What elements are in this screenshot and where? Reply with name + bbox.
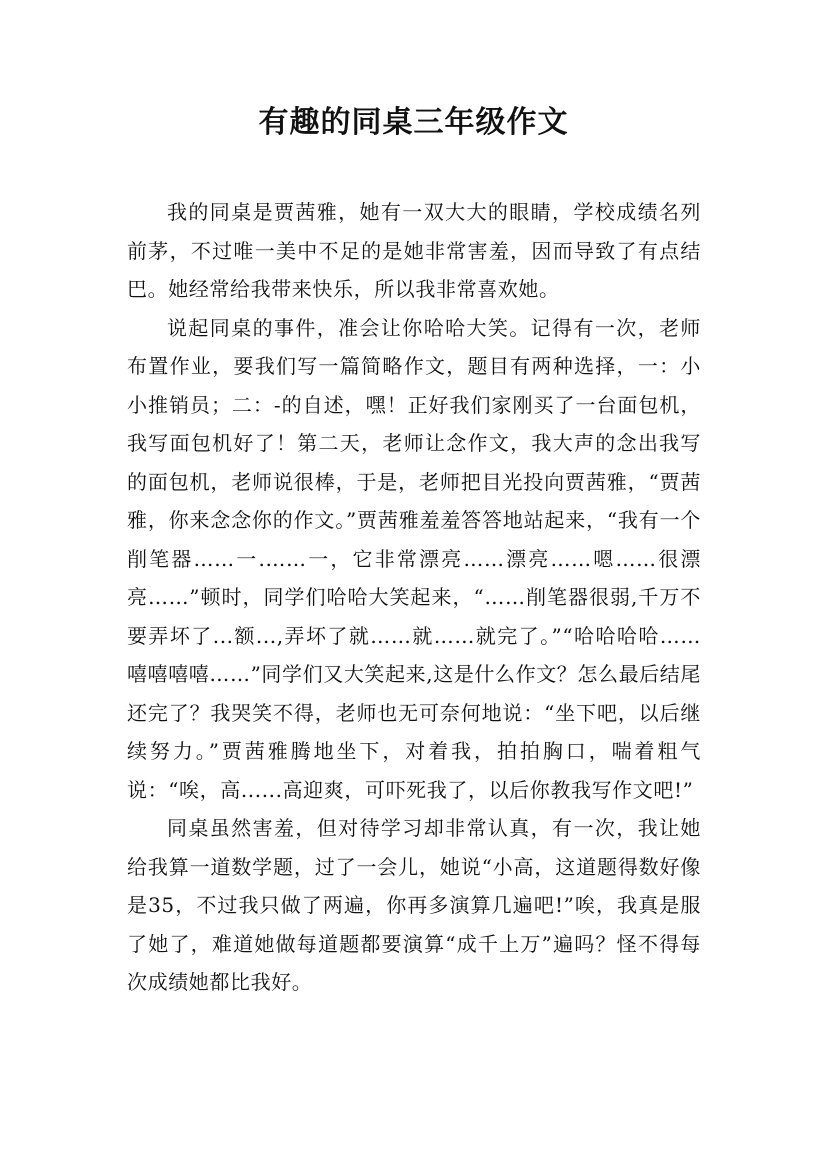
document-title: 有趣的同桌三年级作文 — [258, 105, 569, 140]
paragraph-2: 说起同桌的事件，准会让你哈哈大笑。记得有一次，老师布置作业，要我们写一篇简略作文，题目有两种选择，一：小小推销员；二：-的自述，嘿！正好我们家刚买了一台面包机，我写面包机好了！第二天，老师让念作文，我大声的念出我写的面包机，老师说很棒，于是，老师把目光投向贾茜雅，“贾茜雅，你来念念你的作文。”贾茜雅羞羞答答地站起来，“我有一个削笔器……一.……一，它非常漂亮……漂亮……嗯……很漂亮……”顿时，同学们哈哈大笑起来，“……削笔器很弱,千万不要弄坏了...额...,弄坏了就……就……就完了。”“哈哈哈哈……嘻嘻嘻嘻……”同学们又大笑起来,这是什么作文？怎么最后结尾还完了？我哭笑不得，老师也无可奈何地说：“坐下吧，以后继续努力。”贾茜雅腾地坐下，对着我，拍拍胸口，喘着粗气说：“唉，高......高迎爽，可吓死我了，以后你教我写作文吧!” — [127, 315, 701, 802]
paragraph-3: 同桌虽然害羞，但对待学习却非常认真，有一次，我让她给我算一道数学题，过了一会儿，她说“小高，这道题得数好像是35，不过我只做了两遍，你再多演算几遍吧!”唉，我真是服了她了，难道她做每道题都要演算“成千上万”遍吗？怪不得每次成绩她都比我好。 — [127, 816, 701, 994]
paragraph-1: 我的同桌是贾茜雅，她有一双大大的眼睛，学校成绩名列前茅，不过唯一美中不足的是她非常害羞，因而导致了有点结巴。她经常给我带来快乐，所以我非常喜欢她。 — [127, 200, 701, 301]
document-body — [127, 193, 701, 1002]
